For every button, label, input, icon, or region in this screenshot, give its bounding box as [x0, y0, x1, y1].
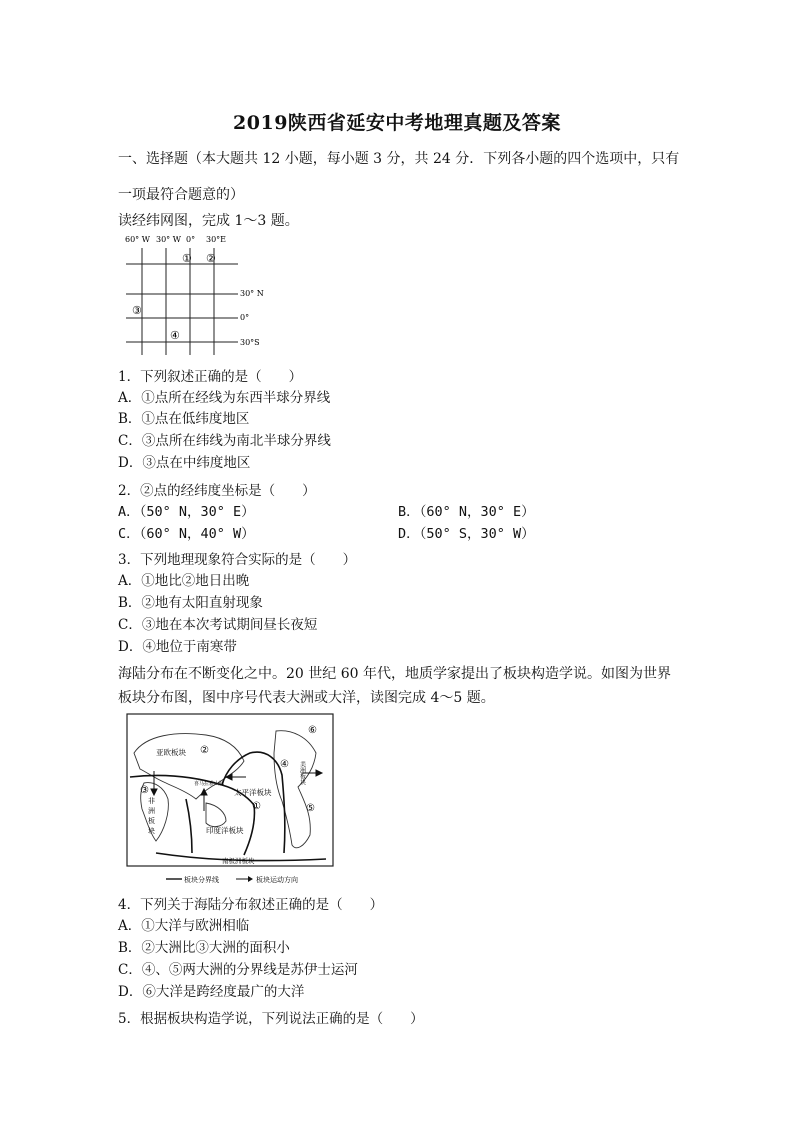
lon-label-30w: 30° W: [156, 235, 181, 244]
lat-label-30s: 30°S: [240, 338, 260, 347]
point-1: ①: [182, 252, 192, 265]
intro-plates-line1: 海陆分布在不断变化之中。20 世纪 60 年代，地质学家提出了板块构造学说。如图为世界: [118, 666, 671, 682]
q2-option-b: B．（60° N，30° E）: [398, 504, 535, 520]
intro-plates-line2: 板块分布图，图中序号代表大洲或大洋，读图完成 4～5 题。: [118, 690, 495, 706]
q1-stem: 1．下列叙述正确的是（ ）: [118, 369, 303, 385]
q2-option-d: D．（50° S，30° W）: [398, 526, 535, 542]
q2-option-a: A．（50° N，30° E）: [118, 504, 255, 520]
label-african-1: 非: [148, 797, 155, 805]
q3-option-b: B．②地有太阳直射现象: [118, 595, 263, 611]
legend-motion: 板块运动方向: [256, 876, 298, 884]
point-3: ③: [132, 304, 142, 317]
page-title: 2019陕西省延安中考地理真题及答案: [233, 112, 561, 134]
q1-option-b: B．①点在低纬度地区: [118, 411, 250, 427]
map-number-1: ①: [252, 801, 261, 812]
q3-stem: 3．下列地理现象符合实际的是（ ）: [118, 552, 357, 568]
map-number-3: ③: [140, 785, 149, 796]
q3-option-d: D．④地位于南寒带: [118, 639, 237, 655]
map-number-5: ⑤: [306, 803, 315, 814]
q4-option-d: D．⑥大洋是跨经度最广的大洋: [118, 984, 305, 1000]
label-eurasian-plate: 亚欧板块: [156, 748, 186, 757]
label-african-4: 块: [148, 827, 155, 835]
label-himalaya: 喜马拉雅山脉: [194, 781, 225, 787]
lat-long-grid-figure: [120, 230, 270, 360]
label-pacific-plate: 太平洋板块: [234, 788, 272, 797]
point-2: ②: [206, 252, 216, 265]
label-indian-plate: 印度洋板块: [206, 826, 244, 835]
lat-label-0: 0°: [240, 313, 250, 322]
section-header-line1: 一、选择题（本大题共 12 小题，每小题 3 分，共 24 分．下列各小题的四个选项中，只有: [118, 151, 680, 167]
lon-label-30e: 30°E: [206, 235, 227, 244]
lat-label-30n: 30° N: [240, 289, 264, 298]
lon-label-0: 0°: [186, 235, 196, 244]
point-4: ④: [170, 329, 180, 342]
q4-option-c: C．④、⑤两大洲的分界线是苏伊士运河: [118, 962, 358, 978]
q1-option-a: A．①点所在经线为东西半球分界线: [118, 390, 331, 406]
q3-option-a: A．①地比②地日出晚: [118, 573, 250, 589]
lon-label-60w: 60° W: [125, 235, 150, 244]
plate-map-figure: [126, 713, 336, 893]
intro-grid: 读经纬网图，完成 1～3 题。: [118, 213, 299, 229]
q4-option-b: B．②大洲比③大洲的面积小: [118, 940, 290, 956]
q2-stem: 2．②点的经纬度坐标是（ ）: [118, 483, 316, 499]
q1-option-d: D．③点在中纬度地区: [118, 455, 251, 471]
q4-stem: 4．下列关于海陆分布叙述正确的是（ ）: [118, 897, 384, 913]
q5-stem: 5．根据板块构造学说，下列说法正确的是（ ）: [118, 1011, 424, 1027]
map-number-2: ②: [200, 745, 209, 756]
q3-option-c: C．③地在本次考试期间昼长夜短: [118, 617, 318, 633]
q2-option-c: C．（60° N，40° W）: [118, 526, 255, 542]
label-african-2: 洲: [148, 807, 155, 815]
legend-boundary: 板块分界线: [184, 876, 219, 884]
map-number-6: ⑥: [308, 725, 317, 736]
label-american-plate: 美洲板块: [298, 761, 306, 785]
label-african-3: 板: [148, 817, 155, 825]
label-antarctic-plate: 南极洲板块: [222, 857, 255, 865]
q4-option-a: A．①大洋与欧洲相临: [118, 918, 250, 934]
q1-option-c: C．③点所在纬线为南北半球分界线: [118, 433, 331, 449]
section-header-line2: 一项最符合题意的）: [118, 187, 244, 203]
map-number-4: ④: [280, 759, 289, 770]
